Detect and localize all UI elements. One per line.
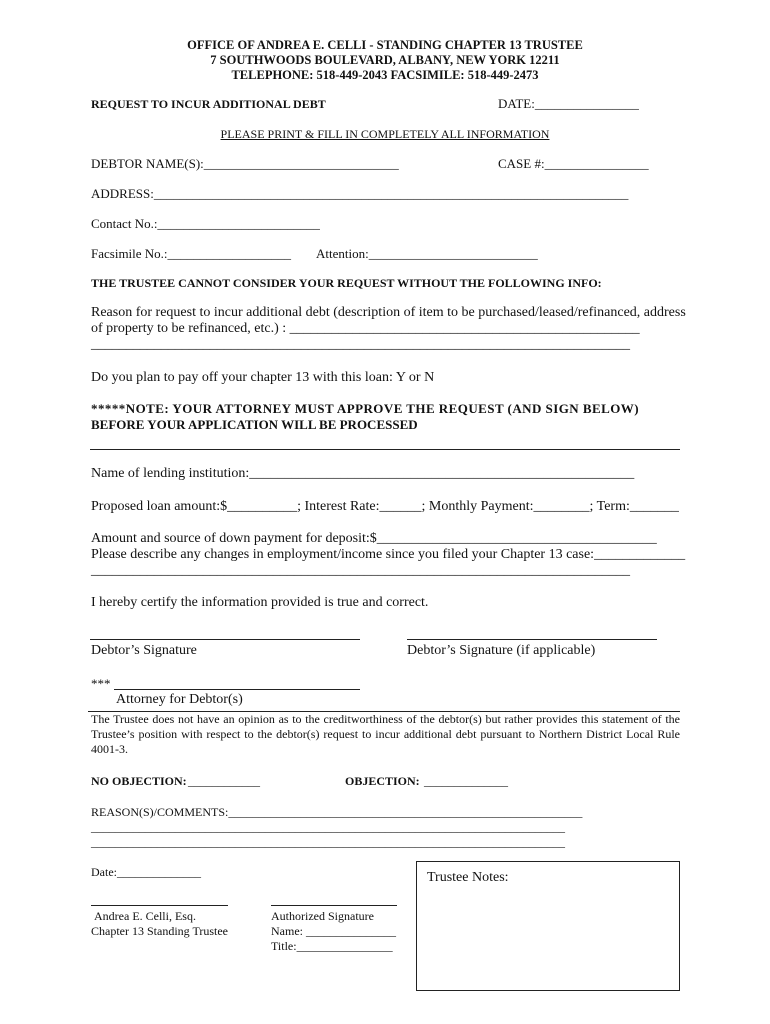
down-payment-field[interactable]: Amount and source of down payment for deposit:$________________________________________ — [91, 531, 657, 546]
reason-field-continued[interactable]: _____________________________________________________________________________ — [91, 337, 630, 352]
office-phone-fax: TELEPHONE: 518-449-2043 FACSIMILE: 518-449-2473 — [231, 68, 539, 82]
attorney-signature-line[interactable] — [114, 689, 360, 690]
debtor-signature-line[interactable] — [90, 639, 360, 640]
trustee-notes-label: Trustee Notes: — [427, 870, 509, 885]
authorized-signature-line[interactable] — [271, 905, 397, 906]
objection-field[interactable]: ______________ — [424, 774, 508, 788]
office-address: 7 SOUTHWOODS BOULEVARD, ALBANY, NEW YORK 12211 — [210, 53, 560, 67]
trustee-notes-box[interactable] — [416, 861, 680, 991]
address-field[interactable]: ADDRESS:_________________________________________________________________________ — [91, 186, 629, 201]
reasons-comments-line-2[interactable]: _______________________________________________________________________________ — [91, 820, 565, 834]
no-objection-label: NO OBJECTION: — [91, 774, 187, 788]
attorney-approval-note: *****NOTE: YOUR ATTORNEY MUST APPROVE THE REQUEST (AND SIGN BELOW) — [91, 401, 639, 416]
reasons-comments-line-3[interactable]: _______________________________________________________________________________ — [91, 835, 565, 849]
lending-institution-field[interactable]: Name of lending institution:_______________________________________________________ — [91, 466, 635, 481]
reason-prompt: Reason for request to incur additional debt (description of item to be purchased/leased/refinanced, address — [91, 305, 686, 320]
debtor-signature-label: Debtor’s Signature — [91, 643, 197, 658]
trustee-title: Chapter 13 Standing Trustee — [91, 924, 228, 938]
payoff-question[interactable]: Do you plan to pay off your chapter 13 with this loan: Y or N — [91, 370, 435, 385]
facsimile-field[interactable]: Facsimile No.:___________________ — [91, 246, 292, 261]
no-objection-field[interactable]: ____________ — [188, 774, 260, 788]
co-debtor-signature-line[interactable] — [407, 639, 657, 640]
debtor-names-field[interactable]: DEBTOR NAME(S):______________________________ — [91, 156, 399, 171]
case-number-field[interactable]: CASE #:________________ — [498, 156, 649, 171]
trustee-signature-line[interactable] — [91, 905, 228, 906]
employment-changes-field[interactable]: Please describe any changes in employment/income since you filed your Chapter 13 case:_____________ — [91, 547, 686, 562]
authorized-signature-label: Authorized Signature — [271, 909, 374, 923]
required-info-notice: THE TRUSTEE CANNOT CONSIDER YOUR REQUEST WITHOUT THE FOLLOWING INFO: — [91, 276, 602, 290]
office-name: OFFICE OF ANDREA E. CELLI - STANDING CHAPTER 13 TRUSTEE — [187, 38, 583, 52]
attorney-approval-note-continued: BEFORE YOUR APPLICATION WILL BE PROCESSED — [91, 417, 418, 432]
co-debtor-signature-label: Debtor’s Signature (if applicable) — [407, 643, 596, 658]
certification-statement: I hereby certify the information provided is true and correct. — [91, 595, 429, 610]
section-divider — [90, 449, 680, 450]
date-field[interactable]: DATE:________________ — [498, 96, 639, 111]
attention-field[interactable]: Attention:__________________________ — [316, 246, 538, 261]
attorney-signature-label: Attorney for Debtor(s) — [116, 692, 243, 707]
contact-number-field[interactable]: Contact No.:_________________________ — [91, 216, 320, 231]
trustee-name: Andrea E. Celli, Esq. — [94, 909, 196, 923]
reasons-comments-field[interactable]: REASON(S)/COMMENTS:___________________________________________________________ — [91, 805, 583, 819]
employment-changes-continued[interactable]: _____________________________________________________________________________ — [91, 563, 630, 578]
attorney-marker: *** — [91, 676, 111, 691]
objection-label: OBJECTION: — [345, 774, 420, 788]
trustee-disclaimer: The Trustee does not have an opinion as to the creditworthiness of the debtor(s) but rather provides this statement of the Trustee’s position with respect to the debtor(s) request to incur additional debt pursuant to Northern District Local Rule 4001-3. — [91, 712, 680, 756]
instruction-text: PLEASE PRINT & FILL IN COMPLETELY ALL INFORMATION — [220, 127, 550, 141]
authorized-name-field[interactable]: Name: _______________ — [271, 924, 396, 938]
trustee-date-field[interactable]: Date:______________ — [91, 865, 201, 879]
authorized-title-field[interactable]: Title:________________ — [271, 939, 393, 953]
form-title: REQUEST TO INCUR ADDITIONAL DEBT — [91, 97, 326, 111]
reason-field[interactable]: of property to be refinanced, etc.) : __________________________________________________ — [91, 321, 640, 336]
loan-terms-fields[interactable]: Proposed loan amount:$__________; Interest Rate:______; Monthly Payment:________; Term:_______ — [91, 499, 679, 514]
